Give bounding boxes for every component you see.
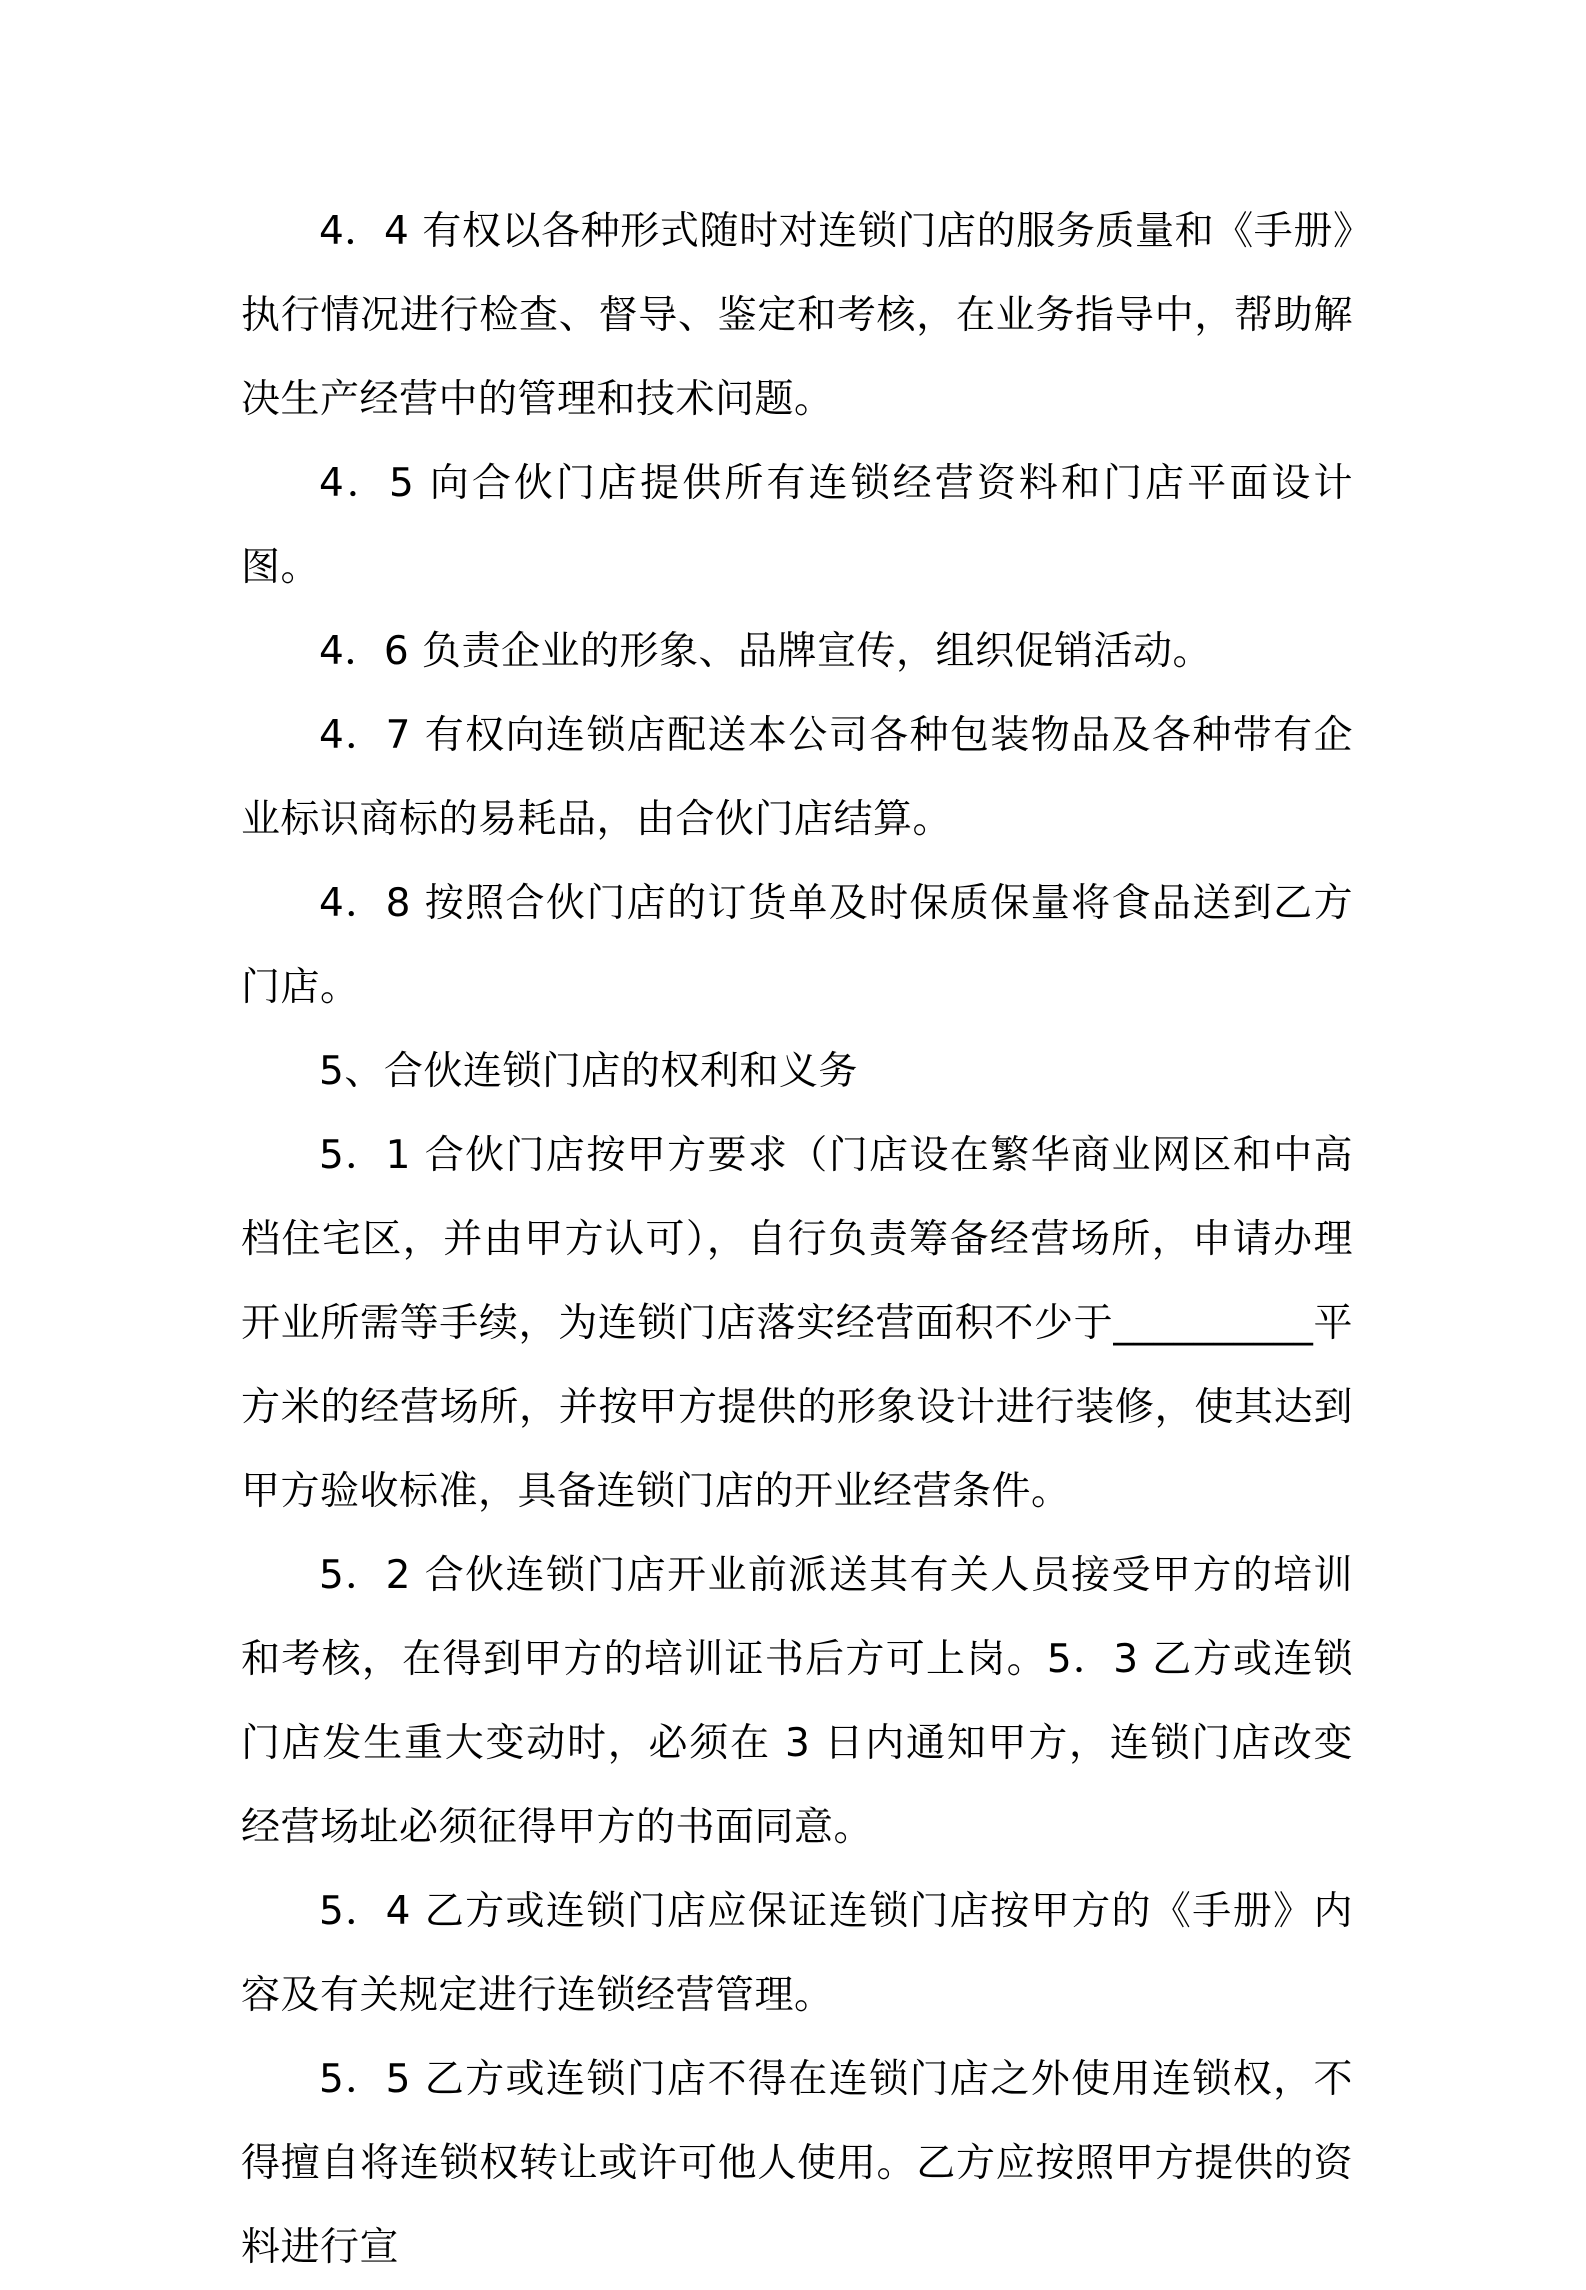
document-page: [241, 190, 1353, 2290]
clause-5-2-5-3: 5．2 合伙连锁门店开业前派送其有关人员接受甲方的培训和考核，在得到甲方的培训证书后方可上岗。5．3 乙方或连锁门店发生重大变动时，必须在 3 日内通知甲方，连锁门店改变经营场址必须征得甲方的书面同意。: [241, 1553, 1353, 1850]
clause-4-7: 4．7 有权向连锁店配送本公司各种包装物品及各种带有企业标识商标的易耗品，由合伙门店结算。: [241, 713, 1353, 842]
clause-4-8: 4．8 按照合伙门店的订货单及时保质保量将食品送到乙方门店。: [241, 881, 1353, 1010]
clause-5-4: 5．4 乙方或连锁门店应保证连锁门店按甲方的《手册》内容及有关规定进行连锁经营管理。: [241, 1889, 1353, 2018]
clause-4-5: 4．5 向合伙门店提供所有连锁经营资料和门店平面设计图。: [241, 461, 1353, 590]
clause-4-4: 4．4 有权以各种形式随时对连锁门店的服务质量和《手册》执行情况进行检查、督导、鉴定和考核，在业务指导中，帮助解决生产经营中的管理和技术问题。: [241, 209, 1353, 422]
clause-4-6: 4．6 负责企业的形象、品牌宣传，组织促销活动。: [319, 629, 1213, 674]
clause-5-5: 5．5 乙方或连锁门店不得在连锁门店之外使用连锁权，不得擅自将连锁权转让或许可他人使用。乙方应按照甲方提供的资料进行宣: [241, 2057, 1353, 2270]
section-5-heading: 5、合伙连锁门店的权利和义务: [319, 1049, 858, 1094]
clause-5-1: 5．1 合伙门店按甲方要求（门店设在繁华商业网区和中高档住宅区，并由甲方认可），自行负责筹备经营场所，申请办理开业所需等手续，为连锁门店落实经营面积不少于__________平方米的经营场所，并按甲方提供的形象设计进行装修，使其达到甲方验收标准，具备连锁门店的开业经营条件。: [241, 1133, 1353, 1514]
